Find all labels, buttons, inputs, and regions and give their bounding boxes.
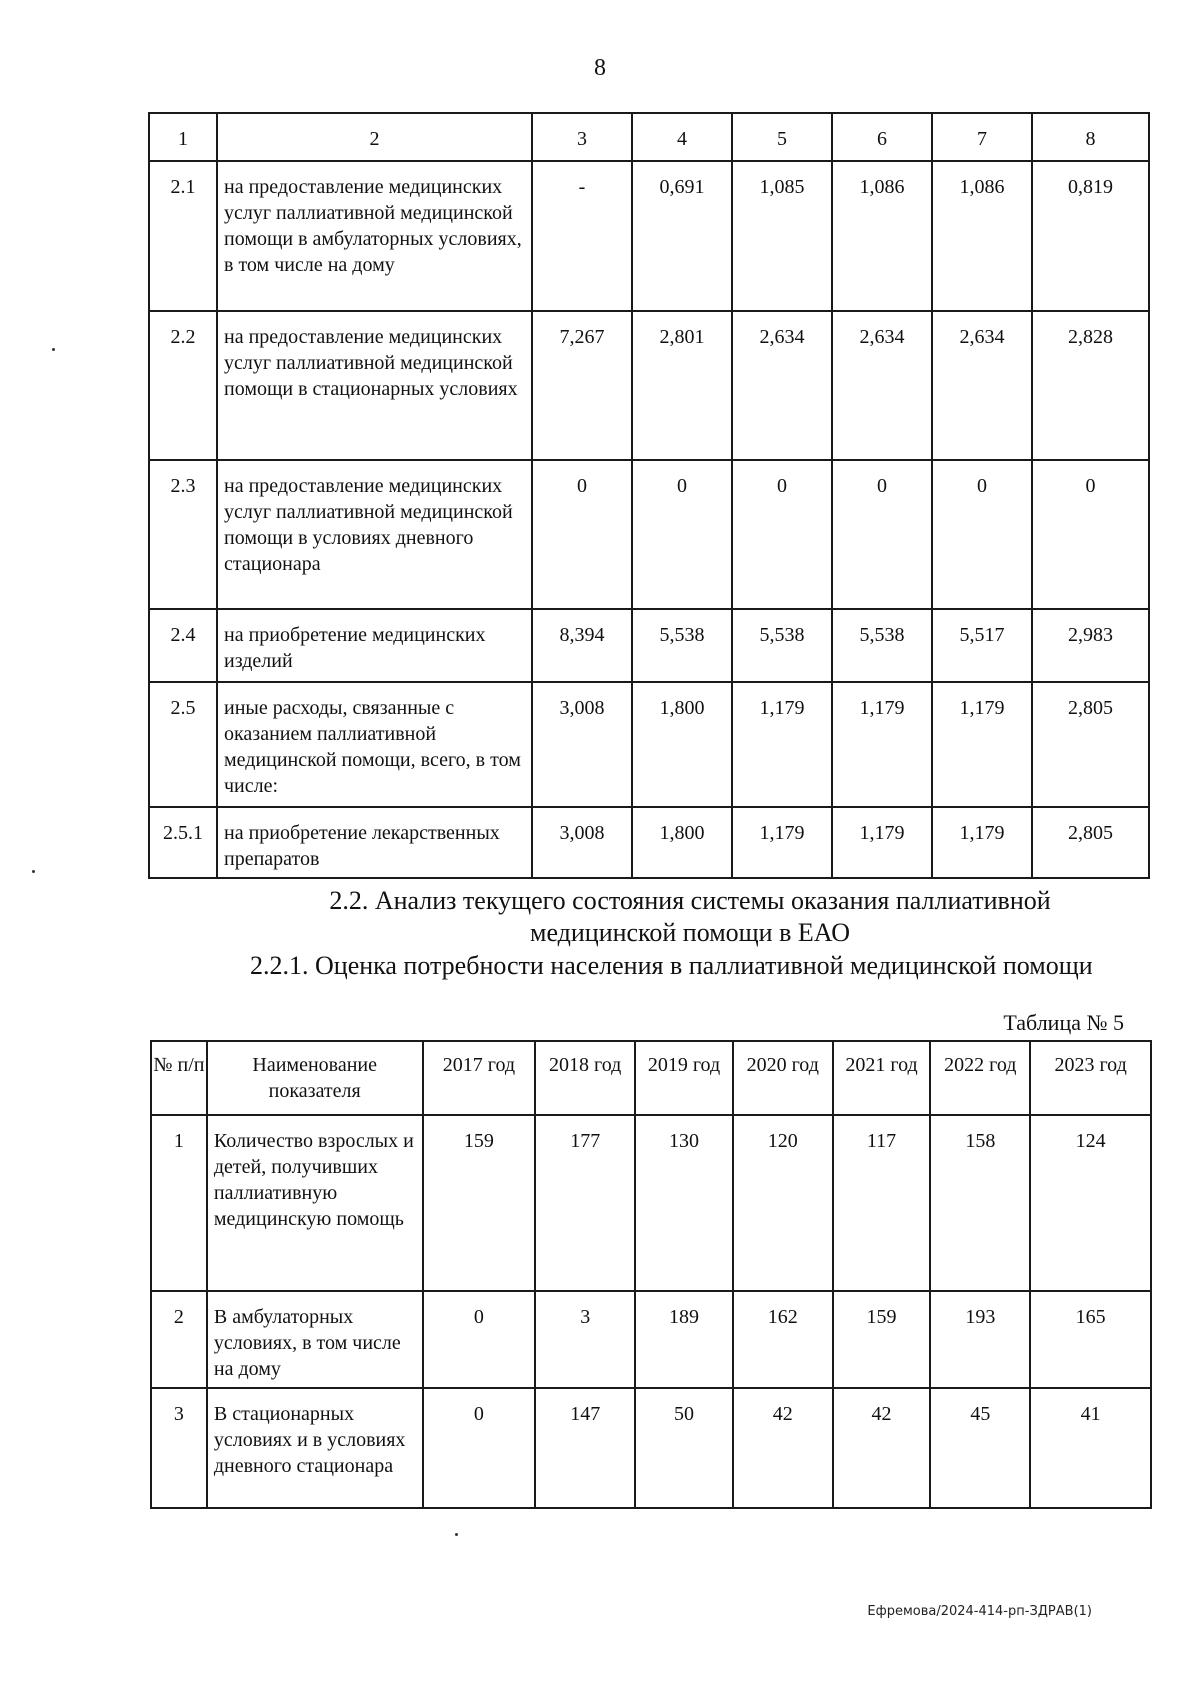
row-number: 1: [151, 1115, 207, 1291]
header-cell: 2018 год: [535, 1041, 635, 1115]
header-cell: 6: [832, 113, 932, 161]
table-header-row: [149, 113, 1149, 161]
table-row: [149, 311, 1149, 460]
value-cell: 1,086: [832, 161, 932, 311]
header-cell: 2023 год: [1030, 1041, 1151, 1115]
value-cell: 1,800: [632, 682, 732, 807]
value-cell: 2,983: [1032, 609, 1149, 682]
value-cell: 5,517: [932, 609, 1032, 682]
section-title: 2.2. Анализ текущего состояния системы оказания паллиативной медицинской помощи в ЕАО: [329, 886, 1051, 947]
value-cell: 3,008: [532, 807, 632, 878]
value-cell: -: [532, 161, 632, 311]
value-cell: 124: [1030, 1115, 1151, 1291]
patients-table: [150, 1040, 1152, 1509]
value-cell: 5,538: [732, 609, 832, 682]
row-description: иные расходы, связанные с оказанием паллиативной медицинской помощи, всего, в том числе:: [217, 682, 532, 807]
value-cell: 2,828: [1032, 311, 1149, 460]
value-cell: 0,691: [632, 161, 732, 311]
value-cell: 120: [733, 1115, 833, 1291]
value-cell: 162: [733, 1291, 833, 1388]
value-cell: 0: [732, 460, 832, 609]
value-cell: 41: [1030, 1388, 1151, 1508]
value-cell: 177: [535, 1115, 635, 1291]
table-row: [151, 1115, 1151, 1291]
row-description: В амбулаторных условиях, в том числе на дому: [207, 1291, 423, 1388]
value-cell: 2,634: [932, 311, 1032, 460]
row-description: на предоставление медицинских услуг паллиативной медицинской помощи в стационарных условиях: [217, 311, 532, 460]
row-number: 3: [151, 1388, 207, 1508]
header-cell: 7: [932, 113, 1032, 161]
scan-speck: [455, 1533, 458, 1536]
value-cell: 0: [1032, 460, 1149, 609]
value-cell: 158: [930, 1115, 1030, 1291]
value-cell: 2,634: [832, 311, 932, 460]
value-cell: 1,179: [932, 682, 1032, 807]
value-cell: 0: [832, 460, 932, 609]
value-cell: 159: [423, 1115, 536, 1291]
page-number: 8: [594, 55, 606, 81]
value-cell: 1,179: [832, 807, 932, 878]
value-cell: 50: [635, 1388, 733, 1508]
table-header-row: [151, 1041, 1151, 1115]
value-cell: 1,085: [732, 161, 832, 311]
table-row: [149, 460, 1149, 609]
value-cell: 189: [635, 1291, 733, 1388]
row-description: Количество взрослых и детей, получивших паллиативную медицинскую помощь: [207, 1115, 423, 1291]
row-number: 2.4: [149, 609, 217, 682]
row-number: 2.5.1: [149, 807, 217, 878]
document-reference: Ефремова/2024-414-рп-ЗДРАВ(1): [867, 1604, 1092, 1619]
header-cell: 4: [632, 113, 732, 161]
value-cell: 1,800: [632, 807, 732, 878]
header-cell: № п/п: [151, 1041, 207, 1115]
value-cell: 42: [833, 1388, 931, 1508]
row-number: 2.5: [149, 682, 217, 807]
header-cell: 2019 год: [635, 1041, 733, 1115]
row-description: на предоставление медицинских услуг паллиативной медицинской помощи в амбулаторных условиях, в том числе на дому: [217, 161, 532, 311]
header-cell: 2022 год: [930, 1041, 1030, 1115]
value-cell: 0: [532, 460, 632, 609]
header-cell: 2020 год: [733, 1041, 833, 1115]
scan-speck: [32, 870, 35, 873]
row-number: 2: [151, 1291, 207, 1388]
value-cell: 147: [535, 1388, 635, 1508]
row-description: на приобретение лекарственных препаратов: [217, 807, 532, 878]
expenses-table: [148, 112, 1150, 879]
header-cell: 8: [1032, 113, 1149, 161]
table-row: [149, 682, 1149, 807]
row-description: на предоставление медицинских услуг паллиативной медицинской помощи в условиях дневного стационара: [217, 460, 532, 609]
value-cell: 2,805: [1032, 682, 1149, 807]
value-cell: 1,179: [932, 807, 1032, 878]
table-row: [149, 807, 1149, 878]
table-row: [149, 161, 1149, 311]
value-cell: 2,801: [632, 311, 732, 460]
value-cell: 193: [930, 1291, 1030, 1388]
value-cell: 1,179: [732, 682, 832, 807]
row-number: 2.1: [149, 161, 217, 311]
value-cell: 130: [635, 1115, 733, 1291]
row-number: 2.3: [149, 460, 217, 609]
header-cell: 2017 год: [423, 1041, 536, 1115]
value-cell: 165: [1030, 1291, 1151, 1388]
value-cell: 0: [423, 1291, 536, 1388]
value-cell: 8,394: [532, 609, 632, 682]
header-cell: 1: [149, 113, 217, 161]
value-cell: 117: [833, 1115, 931, 1291]
table-row: [149, 609, 1149, 682]
value-cell: 1,179: [832, 682, 932, 807]
header-cell: 3: [532, 113, 632, 161]
header-cell: Наименование показателя: [207, 1041, 423, 1115]
header-cell: 2: [217, 113, 532, 161]
value-cell: 1,179: [732, 807, 832, 878]
row-description: на приобретение медицинских изделий: [217, 609, 532, 682]
value-cell: 2,634: [732, 311, 832, 460]
value-cell: 5,538: [632, 609, 732, 682]
row-number: 2.2: [149, 311, 217, 460]
table-row: [151, 1388, 1151, 1508]
value-cell: 5,538: [832, 609, 932, 682]
value-cell: 159: [833, 1291, 931, 1388]
value-cell: 3: [535, 1291, 635, 1388]
scan-speck: [52, 348, 55, 351]
value-cell: 7,267: [532, 311, 632, 460]
subsection-title: 2.2.1. Оценка потребности населения в паллиативной медицинской помощи: [250, 951, 1093, 980]
value-cell: 0: [932, 460, 1032, 609]
table-row: [151, 1291, 1151, 1388]
value-cell: 0: [632, 460, 732, 609]
value-cell: 42: [733, 1388, 833, 1508]
value-cell: 45: [930, 1388, 1030, 1508]
value-cell: 0: [423, 1388, 536, 1508]
header-cell: 5: [732, 113, 832, 161]
value-cell: 1,086: [932, 161, 1032, 311]
row-description: В стационарных условиях и в условиях дневного стационара: [207, 1388, 423, 1508]
value-cell: 0,819: [1032, 161, 1149, 311]
header-cell: 2021 год: [833, 1041, 931, 1115]
value-cell: 3,008: [532, 682, 632, 807]
value-cell: 2,805: [1032, 807, 1149, 878]
table-caption: Таблица № 5: [1003, 1010, 1124, 1035]
